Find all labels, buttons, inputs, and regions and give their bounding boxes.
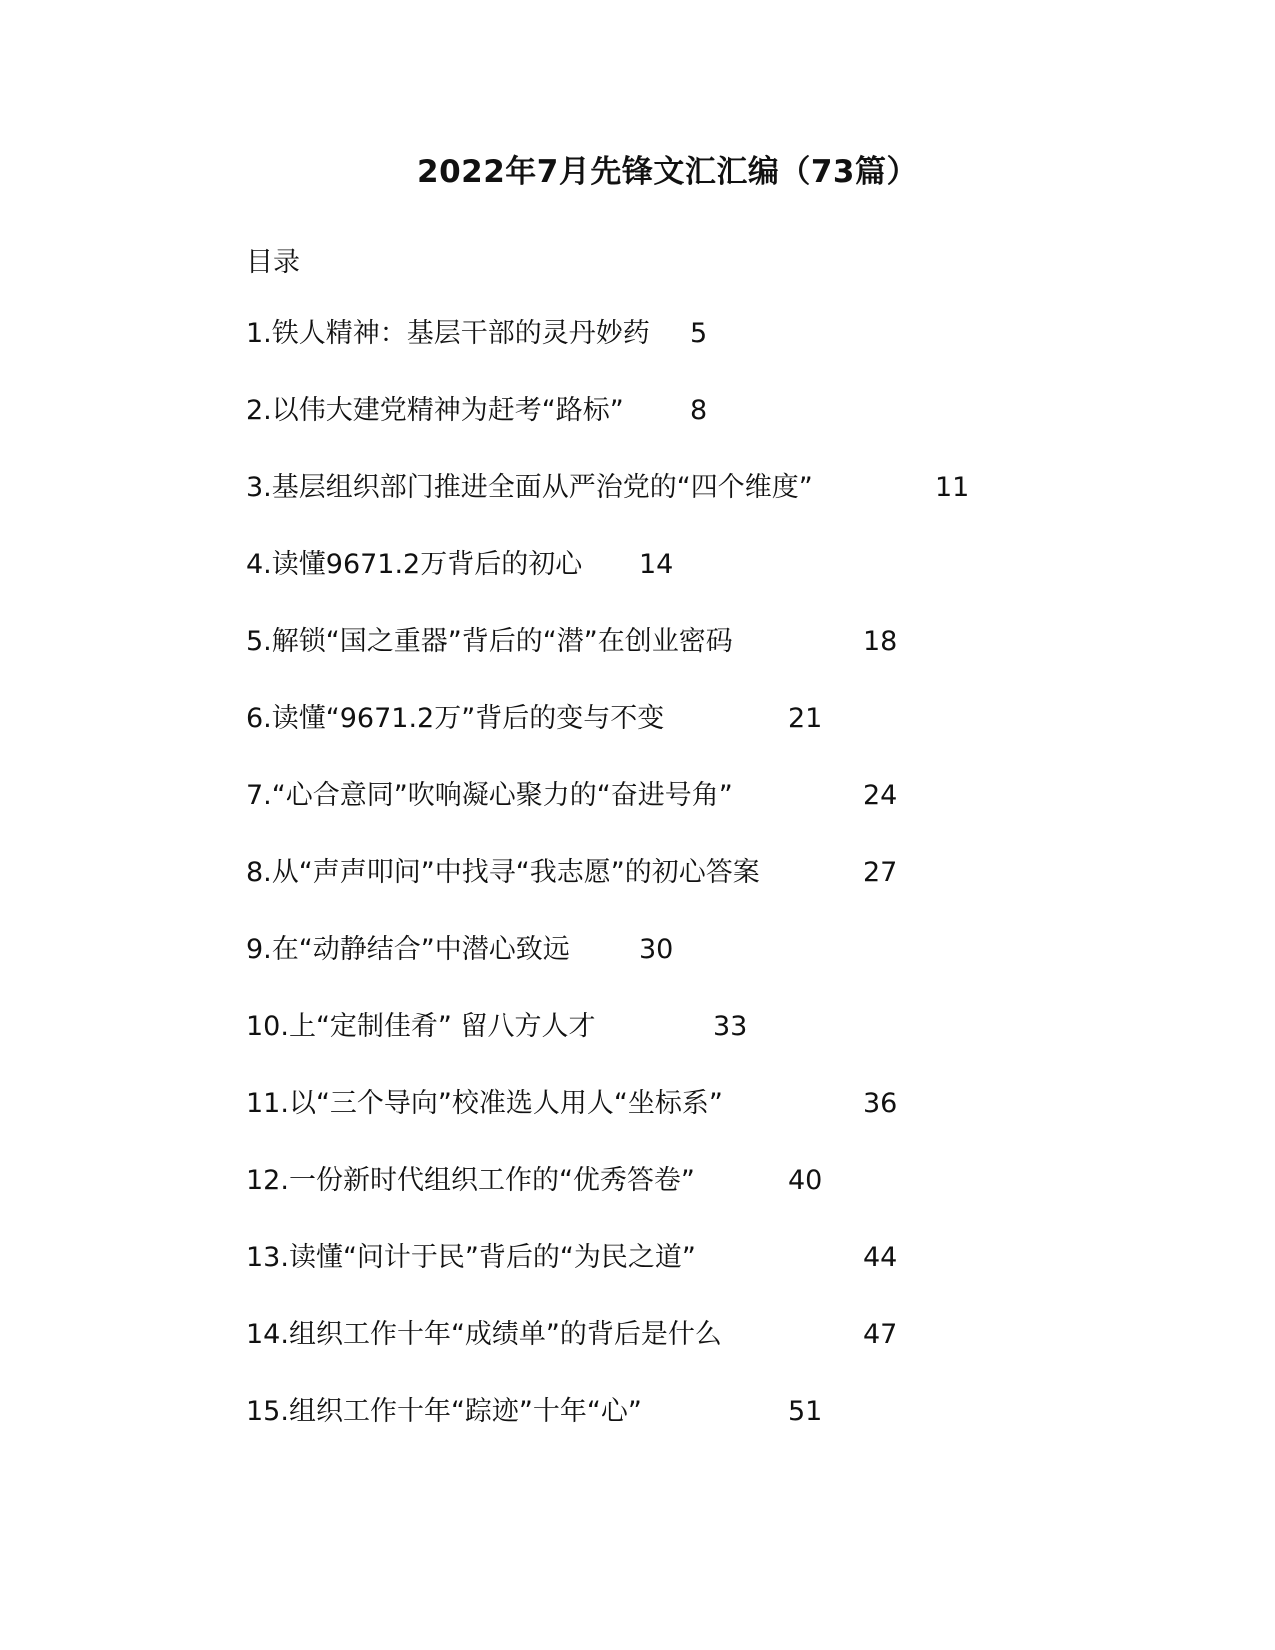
toc-entry (246, 1394, 1066, 1471)
toc-entry-page-number: 14 (639, 549, 674, 580)
toc-entry-title: 7.“心合意同”吹响凝心聚力的“奋进号角” (246, 780, 733, 811)
document-title: 2022年7月先锋文汇汇编（73篇） (417, 154, 918, 190)
toc-entry-title: 3.基层组织部门推进全面从严治党的“四个维度” (246, 472, 813, 503)
toc-entry-title: 6.读懂“9671.2万”背后的变与不变 (246, 703, 665, 734)
toc-entry-page-number: 51 (788, 1396, 823, 1427)
toc-entry-title: 2.以伟大建党精神为赶考“路标” (246, 395, 624, 426)
toc-entry-title: 4.读懂9671.2万背后的初心 (246, 549, 583, 580)
toc-entry-title: 11.以“三个导向”校准选人用人“坐标系” (246, 1088, 723, 1119)
toc-entry-title: 8.从“声声叩问”中找寻“我志愿”的初心答案 (246, 857, 760, 888)
toc-entry (246, 855, 1066, 932)
toc-entry-page-number: 21 (788, 703, 823, 734)
toc-entry (246, 1086, 1066, 1163)
toc-entry (246, 316, 1066, 393)
toc-entry-page-number: 5 (690, 318, 708, 349)
toc-entry-page-number: 24 (863, 780, 898, 811)
toc-entry (246, 1317, 1066, 1394)
toc-entry-page-number: 27 (863, 857, 898, 888)
toc-entry-title: 12.一份新时代组织工作的“优秀答卷” (246, 1165, 695, 1196)
toc-entry-page-number: 36 (863, 1088, 898, 1119)
toc-entry-title: 10.上“定制佳肴” 留八方人才 (246, 1011, 596, 1042)
toc-entry-page-number: 44 (863, 1242, 898, 1273)
toc-entry-page-number: 8 (690, 395, 708, 426)
toc-entry (246, 547, 1066, 624)
toc-entry-title: 5.解锁“国之重器”背后的“潜”在创业密码 (246, 626, 733, 657)
toc-entry-page-number: 18 (863, 626, 898, 657)
toc-entry-page-number: 40 (788, 1165, 823, 1196)
toc-entry (246, 1240, 1066, 1317)
toc-entry-page-number: 33 (713, 1011, 748, 1042)
toc-entry (246, 393, 1066, 470)
toc-entry-page-number: 11 (935, 472, 970, 503)
toc-entry (246, 624, 1066, 701)
toc-entry-title: 14.组织工作十年“成绩单”的背后是什么 (246, 1319, 722, 1350)
toc-entry (246, 1009, 1066, 1086)
table-of-contents (246, 316, 1066, 1471)
toc-entry-page-number: 47 (863, 1319, 898, 1350)
toc-entry-title: 1.铁人精神：基层干部的灵丹妙药 (246, 318, 650, 349)
toc-entry-title: 9.在“动静结合”中潜心致远 (246, 934, 570, 965)
toc-entry (246, 932, 1066, 1009)
toc-entry (246, 470, 1066, 547)
toc-entry-title: 13.读懂“问计于民”背后的“为民之道” (246, 1242, 696, 1273)
toc-entry-page-number: 30 (639, 934, 674, 965)
toc-entry (246, 701, 1066, 778)
toc-entry-title: 15.组织工作十年“踪迹”十年“心” (246, 1396, 642, 1427)
toc-entry (246, 1163, 1066, 1240)
toc-heading: 目录 (246, 247, 300, 278)
toc-entry (246, 778, 1066, 855)
